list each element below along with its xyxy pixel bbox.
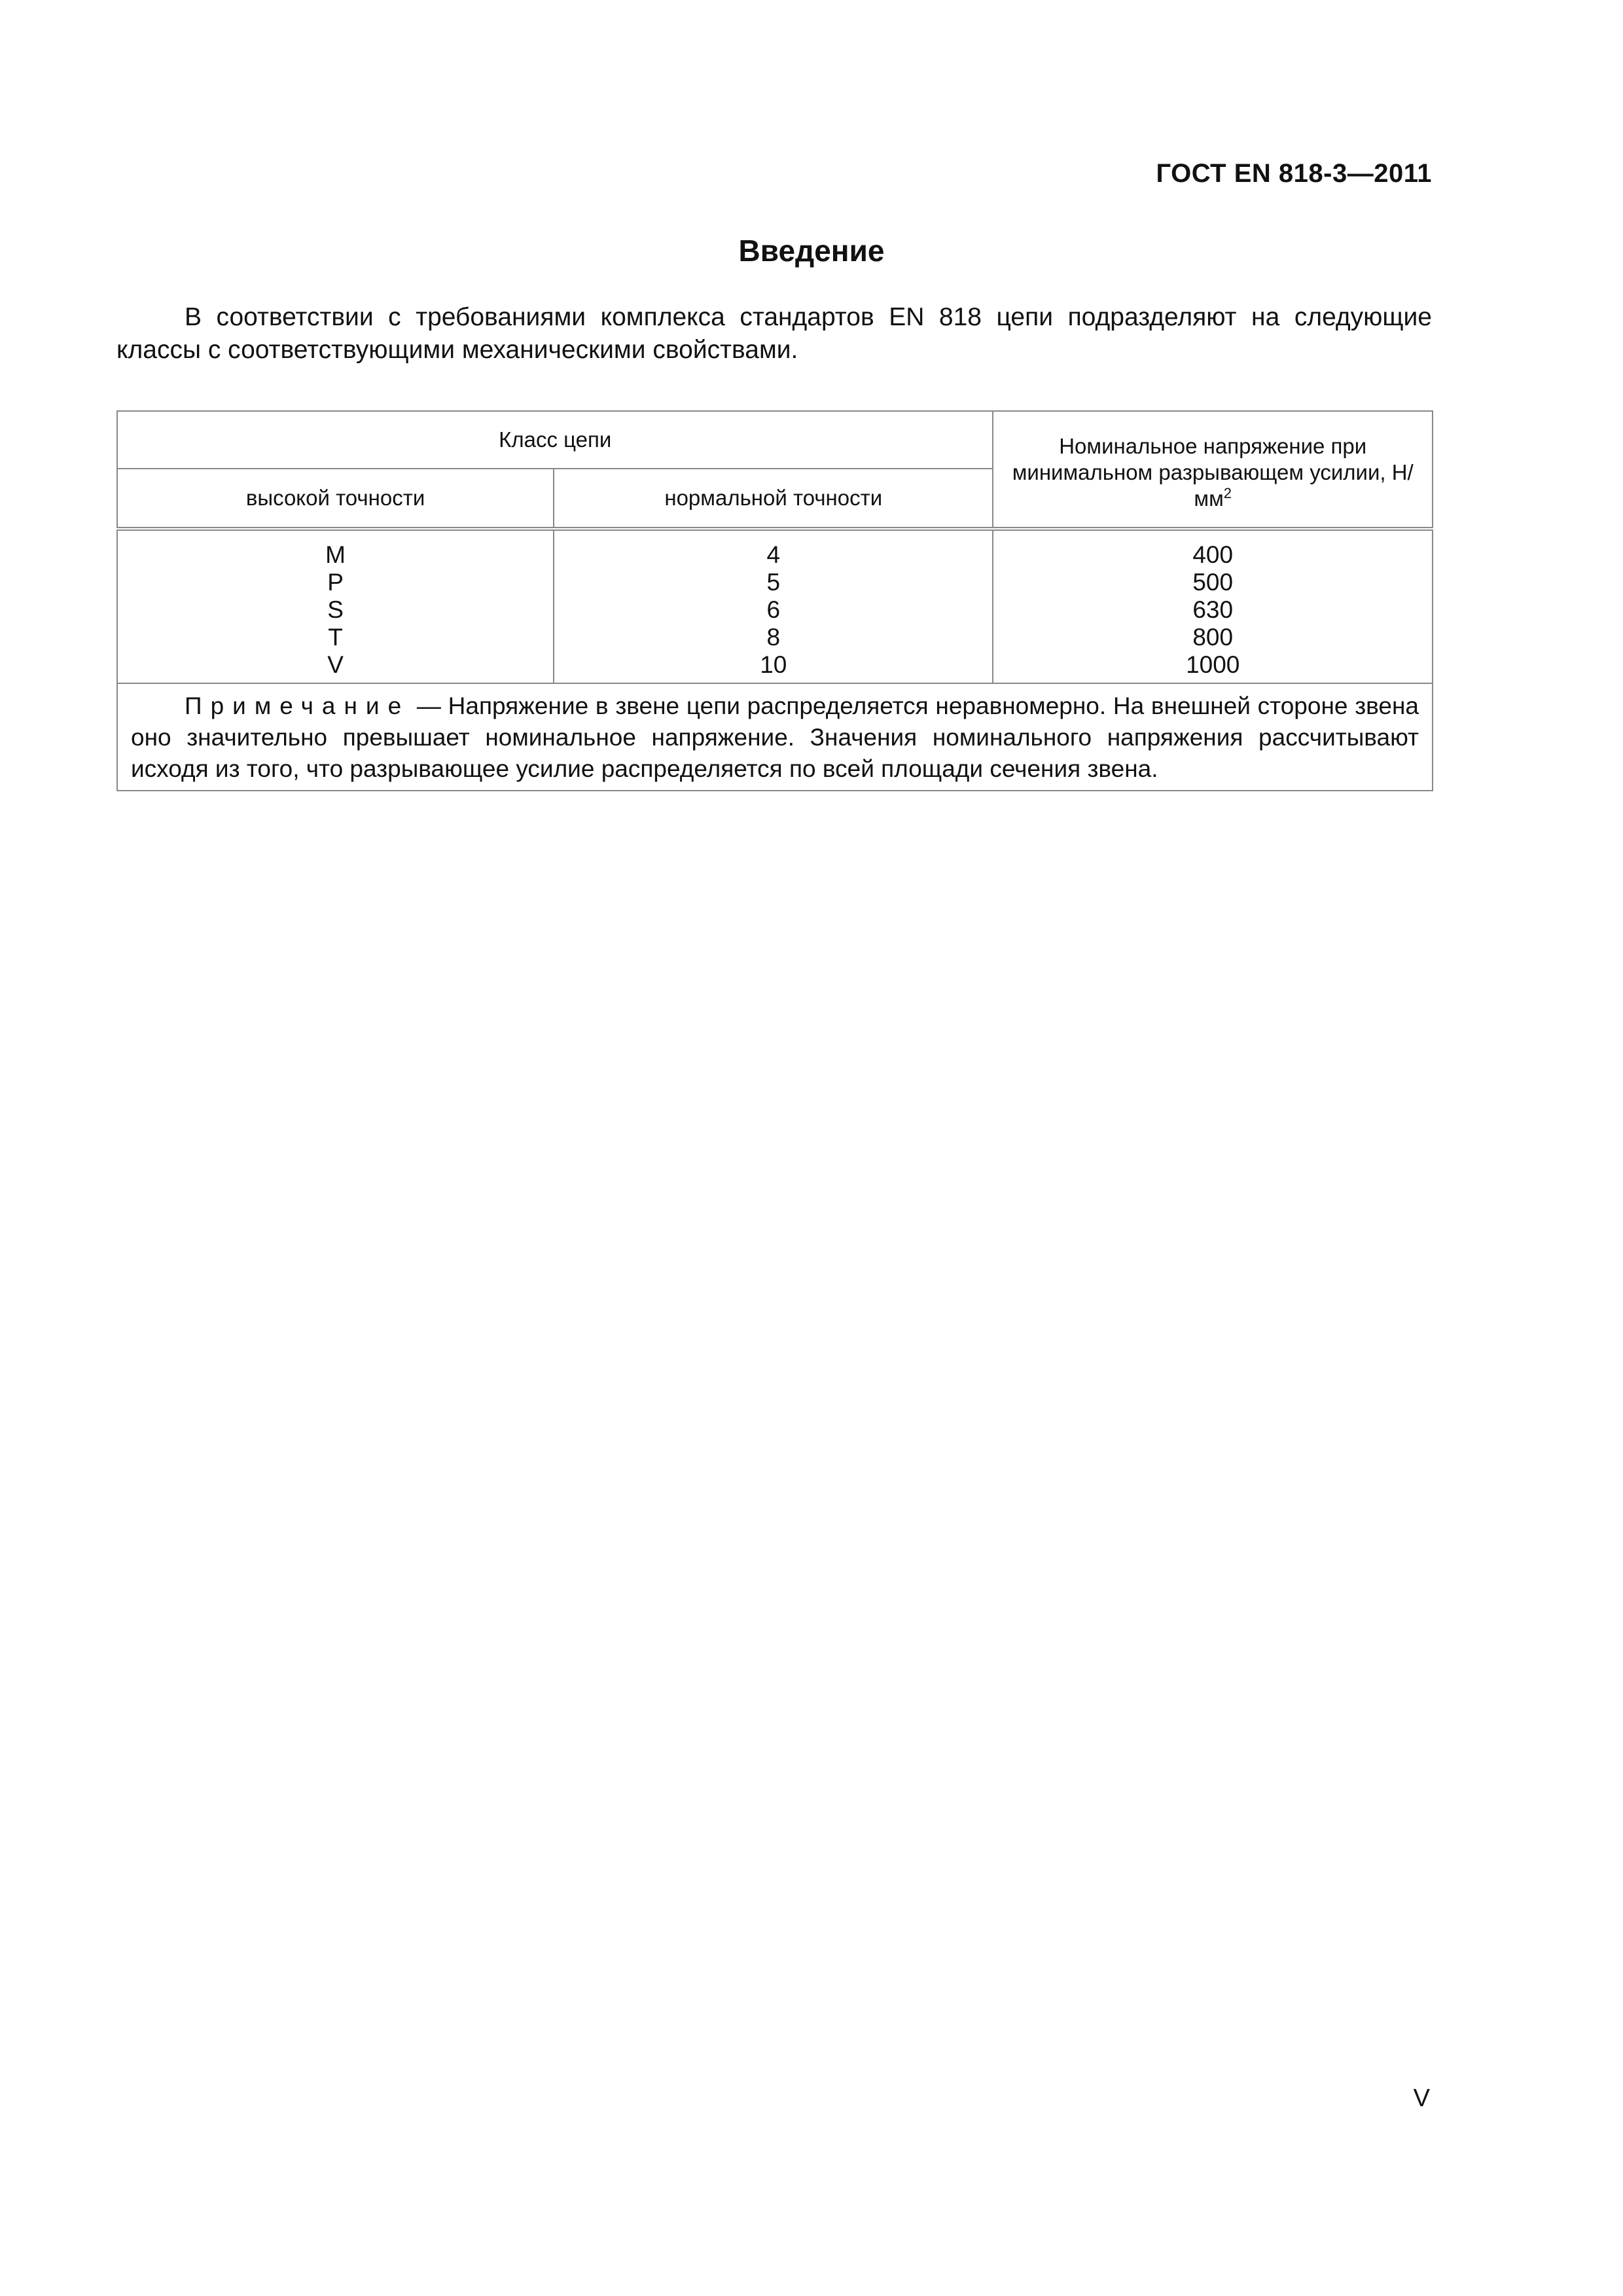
header-nominal-stress-text: Номинальное напряжение при минимальном разрывающем усилии, Н/мм bbox=[1012, 434, 1414, 511]
header-high-accuracy: высокой точности bbox=[117, 469, 554, 529]
header-nominal-stress bbox=[993, 411, 1433, 529]
cell-high-accuracy-values bbox=[117, 529, 554, 683]
page-number: V bbox=[1413, 2085, 1430, 2112]
table-data-row bbox=[117, 529, 1433, 683]
cell-normal-accuracy-values bbox=[554, 529, 993, 683]
table-cell: 1000 bbox=[1186, 651, 1240, 678]
table-cell: M bbox=[325, 541, 346, 568]
table-note bbox=[117, 683, 1433, 791]
table-cell: 800 bbox=[1192, 624, 1234, 651]
chain-class-table bbox=[116, 410, 1433, 791]
note-text: — Напряжение в звене цепи распределяется неравномерно. На внешней стороне звена оно значительно превышает номинальное напряжение. Значения номинального напряжения рассчитывают исходя из того, что разрывающее усилие распределяется по всей площади сечения звена. bbox=[131, 692, 1419, 782]
table-cell: 630 bbox=[1192, 596, 1234, 623]
table-cell: T bbox=[328, 624, 343, 651]
header-chain-class: Класс цепи bbox=[117, 411, 993, 469]
cell-stress-values bbox=[993, 529, 1433, 683]
table-cell: S bbox=[327, 596, 344, 623]
table-cell: P bbox=[327, 569, 344, 596]
table-cell: 400 bbox=[1192, 541, 1234, 568]
section-title: Введение bbox=[738, 234, 885, 268]
table-note-row bbox=[117, 683, 1433, 791]
table-cell: 5 bbox=[766, 569, 781, 596]
table-header-row bbox=[117, 411, 1433, 469]
table-cell: 6 bbox=[766, 596, 781, 623]
table-cell: 4 bbox=[766, 541, 781, 568]
table-cell: 500 bbox=[1192, 569, 1234, 596]
table-cell: 10 bbox=[760, 651, 787, 678]
table-cell: V bbox=[327, 651, 344, 678]
document-code: ГОСТ EN 818-3—2011 bbox=[1156, 159, 1432, 188]
header-normal-accuracy: нормальной точности bbox=[554, 469, 993, 529]
table-cell: 8 bbox=[766, 624, 781, 651]
header-nominal-stress-sup: 2 bbox=[1223, 485, 1232, 501]
intro-paragraph: В соответствии с требованиями комплекса стандартов EN 818 цепи подразделяют на следующие классы с соответствующими механическими свойствами. bbox=[116, 303, 1432, 364]
note-label: Примечание bbox=[185, 692, 410, 719]
